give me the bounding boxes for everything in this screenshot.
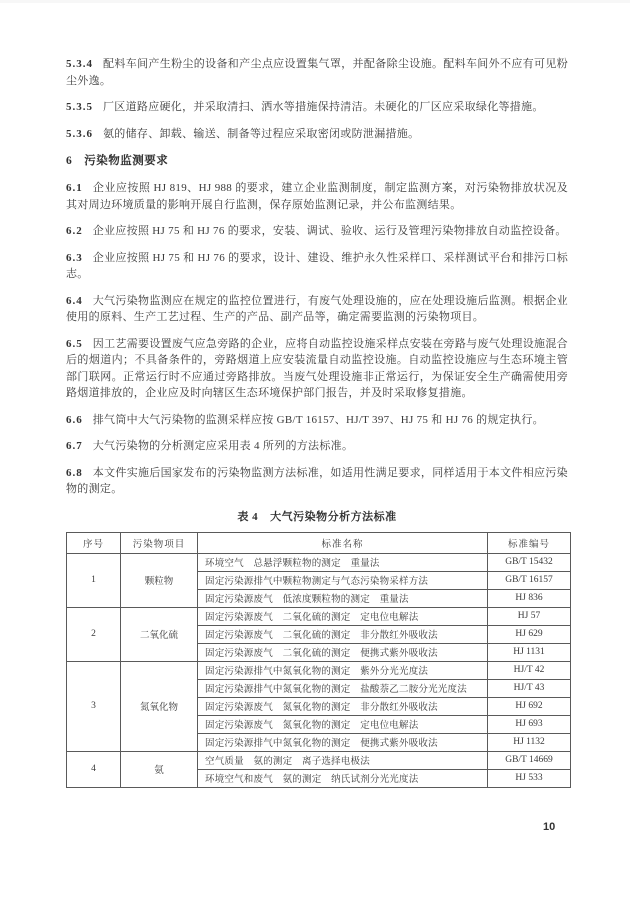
clause-number: 5.3.5 <box>66 101 93 113</box>
cell-standard-name: 固定污染源废气 二氧化硫的测定 便携式紫外吸收法 <box>198 643 488 661</box>
cell-standard-code: HJ 1132 <box>488 733 571 751</box>
table-row <box>67 751 571 769</box>
cell-standard-code: GB/T 15432 <box>488 553 571 571</box>
clause-6-3 <box>66 250 568 283</box>
section-title: 污染物监测要求 <box>84 155 169 167</box>
table-header-row <box>67 532 571 553</box>
header-serial-no: 序号 <box>67 532 121 553</box>
cell-serial-no: 3 <box>67 661 121 751</box>
cell-standard-name: 固定污染源废气 二氧化硫的测定 非分散红外吸收法 <box>198 625 488 643</box>
cell-standard-code: HJ 1131 <box>488 643 571 661</box>
table-row <box>67 661 571 679</box>
cell-standard-name: 环境空气 总悬浮颗粒物的测定 重量法 <box>198 553 488 571</box>
clause-number: 5.3.6 <box>66 127 93 140</box>
clause-number: 6.2 <box>66 225 83 237</box>
clause-6-1 <box>66 180 568 213</box>
page-top-edge <box>0 0 630 3</box>
clause-6-8 <box>66 465 568 498</box>
cell-standard-code: HJ/T 43 <box>488 679 571 697</box>
cell-standard-code: HJ 57 <box>488 607 571 625</box>
header-standard-code: 标准编号 <box>488 532 571 553</box>
clause-text: 氨的储存、卸载、输送、制备等过程应采取密闭或防泄漏措施。 <box>103 127 420 140</box>
clause-text: 企业应按照 HJ 75 和 HJ 76 的要求，设计、建设、维护永久性采样口、采样测试平台和排污口标志。 <box>66 251 568 280</box>
clause-text: 因工艺需要设置废气应急旁路的企业，应将自动监控设施采样点安装在旁路与废气处理设施混合后的烟道内；不具备条件的，旁路烟道上应安装流量自动监控设施。自动监控设施应与生态环境主管部门联网。正常运行时不应通过旁路排放。当废气处理设施非正常运行，为保证安全生产确需使用旁路烟道排放的，企业应及时向辖区生态环境保护部门报告，并及时采取修复措施。 <box>66 337 568 399</box>
cell-serial-no: 4 <box>67 751 121 787</box>
cell-standard-code: HJ 629 <box>488 625 571 643</box>
clause-number: 6.5 <box>66 337 83 350</box>
table-row <box>67 607 571 625</box>
clause-text: 本文件实施后国家发布的污染物监测方法标准，如适用性满足要求，同样适用于本文件相应污染物的测定。 <box>66 466 568 495</box>
clause-text: 厂区道路应硬化，并采取清扫、洒水等措施保持清洁。未硬化的厂区应采取绿化等措施。 <box>103 101 544 113</box>
clause-6-4 <box>66 293 568 326</box>
table-4-caption <box>66 508 568 524</box>
cell-standard-name: 固定污染源废气 二氧化硫的测定 定电位电解法 <box>198 607 488 625</box>
clause-text: 企业应按照 HJ 75 和 HJ 76 的要求，安装、调试、验收、运行及管理污染物排放自动监控设备。 <box>92 225 567 237</box>
cell-standard-name: 固定污染源废气 低浓度颗粒物的测定 重量法 <box>198 589 488 607</box>
cell-standard-name: 固定污染源排气中氮氧化物的测定 紫外分光光度法 <box>198 661 488 679</box>
cell-standard-name: 固定污染源废气 氮氧化物的测定 定电位电解法 <box>198 715 488 733</box>
section-number: 6 <box>66 155 73 167</box>
clause-number: 6.3 <box>66 251 83 264</box>
clause-5-3-6 <box>66 126 568 143</box>
section-6-heading <box>66 152 568 168</box>
cell-serial-no: 1 <box>67 553 121 607</box>
header-pollutant: 污染物项目 <box>121 532 198 553</box>
cell-standard-name: 空气质量 氨的测定 离子选择电极法 <box>198 751 488 769</box>
clause-text: 排气筒中大气污染物的监测采样应按 GB/T 16157、HJ/T 397、HJ 75 和 HJ 76 的规定执行。 <box>92 413 544 426</box>
pollutant-analysis-table <box>66 532 571 788</box>
table-row <box>67 553 571 571</box>
document-body <box>66 56 568 788</box>
page-number: 10 <box>543 821 556 833</box>
clause-text: 配料车间产生粉尘的设备和产尘点应设置集气罩，并配备除尘设施。配料车间外不应有可见粉尘外逸。 <box>66 58 568 87</box>
clause-5-3-5 <box>66 99 568 116</box>
cell-standard-code: HJ 693 <box>488 715 571 733</box>
clause-6-6 <box>66 412 568 429</box>
cell-serial-no: 2 <box>67 607 121 661</box>
clause-number: 6.1 <box>66 182 83 194</box>
clause-number: 5.3.4 <box>66 58 93 70</box>
clause-text: 企业应按照 HJ 819、HJ 988 的要求，建立企业监测制度，制定监测方案，对污染物排放状况及其对周边环境质量的影响开展自行监测，保存原始监测记录，并公布监测结果。 <box>66 182 568 211</box>
clause-6-7 <box>66 438 568 455</box>
cell-standard-code: HJ 836 <box>488 589 571 607</box>
clause-6-2 <box>66 223 568 240</box>
table-caption-number: 表 4 <box>237 510 259 523</box>
cell-standard-name: 固定污染源排气中氮氧化物的测定 便携式紫外吸收法 <box>198 733 488 751</box>
cell-standard-code: HJ 692 <box>488 697 571 715</box>
clause-number: 6.8 <box>66 466 83 479</box>
cell-standard-name: 环境空气和废气 氨的测定 纳氏试剂分光光度法 <box>198 769 488 787</box>
header-standard-name: 标准名称 <box>198 532 488 553</box>
cell-standard-name: 固定污染源排气中颗粒物测定与气态污染物采样方法 <box>198 571 488 589</box>
cell-standard-code: GB/T 14669 <box>488 751 571 769</box>
cell-pollutant: 氮氧化物 <box>121 661 198 751</box>
cell-pollutant: 二氧化硫 <box>121 607 198 661</box>
table-caption-title: 大气污染物分析方法标准 <box>270 510 397 523</box>
cell-standard-name: 固定污染源废气 氮氧化物的测定 非分散红外吸收法 <box>198 697 488 715</box>
cell-standard-code: HJ/T 42 <box>488 661 571 679</box>
cell-pollutant: 氨 <box>121 751 198 787</box>
clause-number: 6.4 <box>66 294 83 307</box>
clause-text: 大气污染物的分析测定应采用表 4 所列的方法标准。 <box>92 440 354 452</box>
clause-text: 大气污染物监测应在规定的监控位置进行，有废气处理设施的，应在处理设施后监测。根据企业使用的原料、生产工艺过程、生产的产品、副产品等，确定需要监测的污染物项目。 <box>66 294 568 323</box>
cell-standard-code: GB/T 16157 <box>488 571 571 589</box>
clause-number: 6.6 <box>66 413 83 426</box>
clause-6-5 <box>66 336 568 402</box>
cell-standard-code: HJ 533 <box>488 769 571 787</box>
clause-number: 6.7 <box>66 440 83 452</box>
clause-5-3-4 <box>66 56 568 89</box>
cell-pollutant: 颗粒物 <box>121 553 198 607</box>
cell-standard-name: 固定污染源排气中氮氧化物的测定 盐酸萘乙二胺分光光度法 <box>198 679 488 697</box>
